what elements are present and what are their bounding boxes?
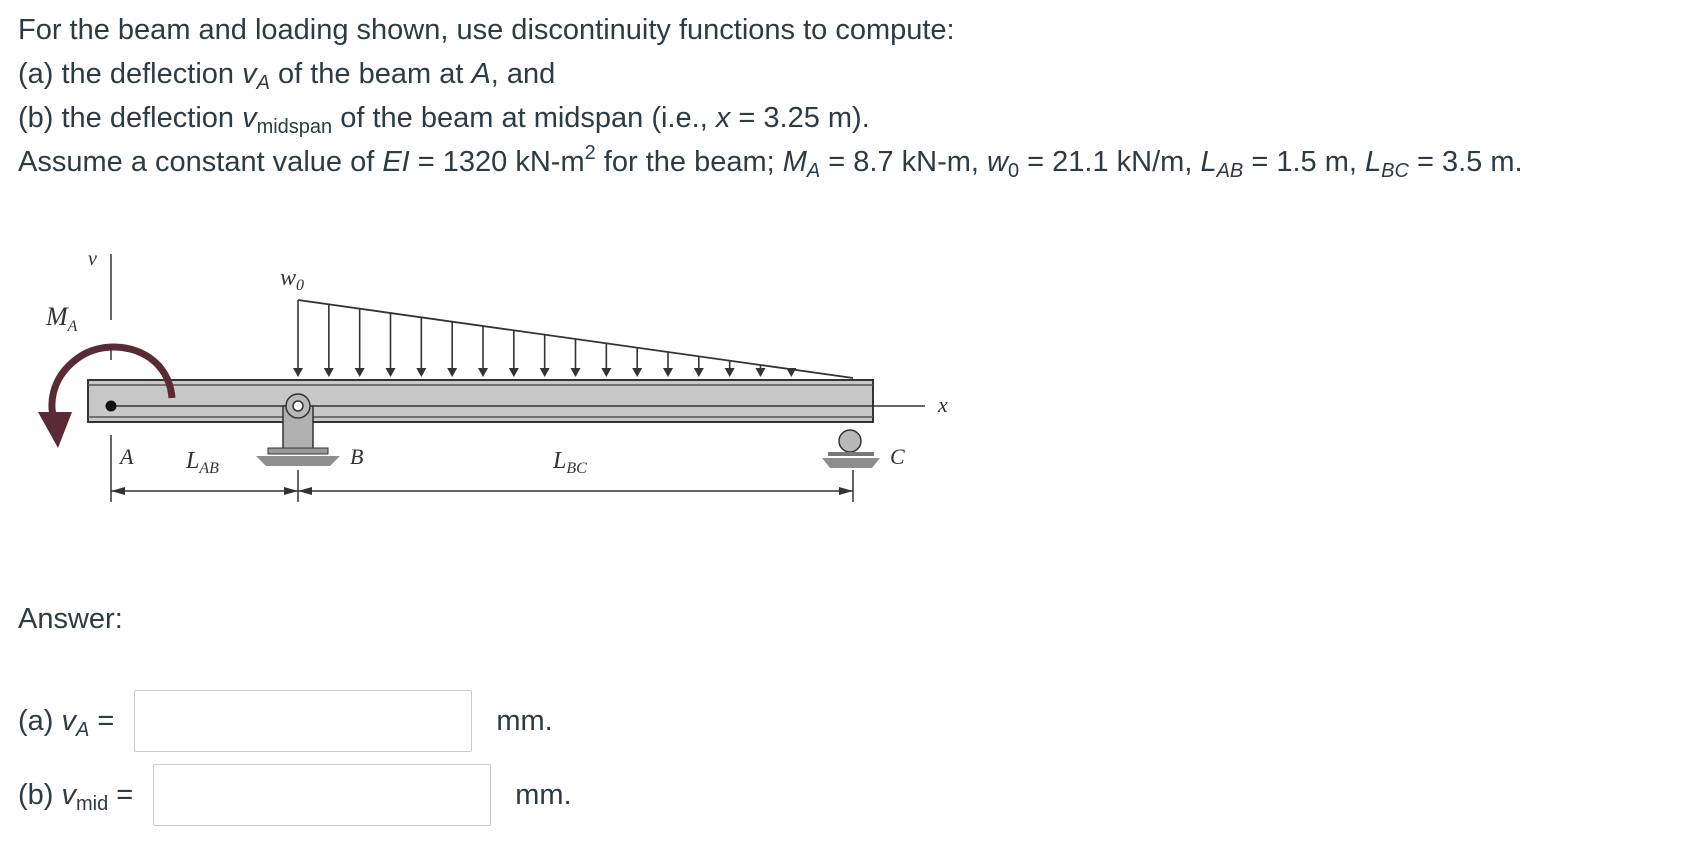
q4-LAB-var: L [1200,146,1217,178]
load-arrow-head [386,368,396,377]
question-text [18,8,1523,184]
answer-a-label: (a) $v_A$ = [18,704,115,741]
q4-MA-sub: A [806,160,821,182]
q4-LAB-sub: AB [1216,160,1244,182]
roller-base [828,452,874,456]
question-line-1: For the beam and loading shown, use discontinuity functions to compute: [18,14,955,46]
q2-sub: A [256,72,270,94]
q4-w0-sub: 0 [1008,160,1020,182]
answer-a-input[interactable] [134,690,472,752]
q4-w0-val: = 21.1 kN/m, [1019,146,1201,178]
load-arrow-head [632,368,642,377]
question-line-2 [18,52,1523,96]
load-arrow-head [324,368,334,377]
q2-prefix: (a) the deflection [18,58,243,90]
load-arrow-head [447,368,457,377]
roller-ground [822,458,880,468]
answer-row-a [18,690,553,752]
q4-LBC-val: = 3.5 m. [1408,146,1523,178]
load-arrow-head [786,368,796,377]
label-B: B [350,444,364,469]
label-A: A [120,444,134,469]
answer-b-unit: mm. [515,778,572,811]
q4-beam: for the beam; [595,146,783,178]
load-arrow-head [509,368,519,377]
load-arrow-head [601,368,611,377]
q4-LBC-var: L [1364,146,1382,178]
load-arrows [293,300,796,377]
beam [88,380,873,422]
load-arrow-head [478,368,488,377]
q2-mid: of the beam at [269,58,472,90]
label-LBC: $L_{BC}$ [553,448,587,477]
q4-LAB-val: = 1.5 m, [1243,146,1365,178]
q3-var: v [242,102,257,134]
q3-mid: of the beam at midspan (i.e., [332,102,716,134]
load-arrow-head [663,368,673,377]
load-arrow-head [416,368,426,377]
label-C: C [890,444,905,469]
pin-circle-inner [293,401,303,411]
q4-MA-var: M [782,146,807,178]
pin-base [268,448,328,454]
point-A-dot [106,401,117,412]
q3-suffix: = 3.25 m). [730,102,870,134]
answer-b-input[interactable] [153,764,491,826]
q3-prefix: (b) the deflection [18,102,243,134]
moment-arrowhead [38,412,72,448]
q2-point: A [471,58,491,90]
label-v: v [88,248,97,270]
label-LAB: $L_{AB}$ [186,448,219,477]
q4-prefix: Assume a constant value of [18,146,383,178]
q4-LBC-sub: BC [1381,160,1409,182]
question-line-3 [18,96,1523,140]
q4-exp: 2 [584,142,596,164]
load-arrow-head [293,368,303,377]
label-MA: $M_A$ [46,302,78,335]
q2-var: v [242,58,257,90]
label-x: x [938,392,948,417]
answer-a-unit: mm. [496,704,553,737]
load-arrow-head [540,368,550,377]
q2-suffix: , and [490,58,556,90]
load-arrow-head [571,368,581,377]
label-w0: $w_0$ [280,265,305,294]
roller-circle [839,430,861,452]
q3-x: x [715,102,731,134]
q4-MA-val: = 8.7 kN-m, [820,146,988,178]
answer-row-b [18,764,572,826]
question-line-4 [18,140,1523,184]
q4-EI: EI [382,146,410,178]
pin-ground [256,456,340,466]
load-arrow-head [355,368,365,377]
load-arrow-head [725,368,735,377]
load-arrow-head [756,368,766,377]
beam-diagram [0,230,1000,560]
q4-w0-var: w [987,146,1008,178]
q4-EI-val: = 1320 kN-m [409,146,585,178]
load-arrow-head [694,368,704,377]
answer-b-label: (b) $v_{mid}$ = [18,778,134,815]
q3-sub: midspan [256,116,333,138]
answer-label: Answer: [18,603,123,635]
